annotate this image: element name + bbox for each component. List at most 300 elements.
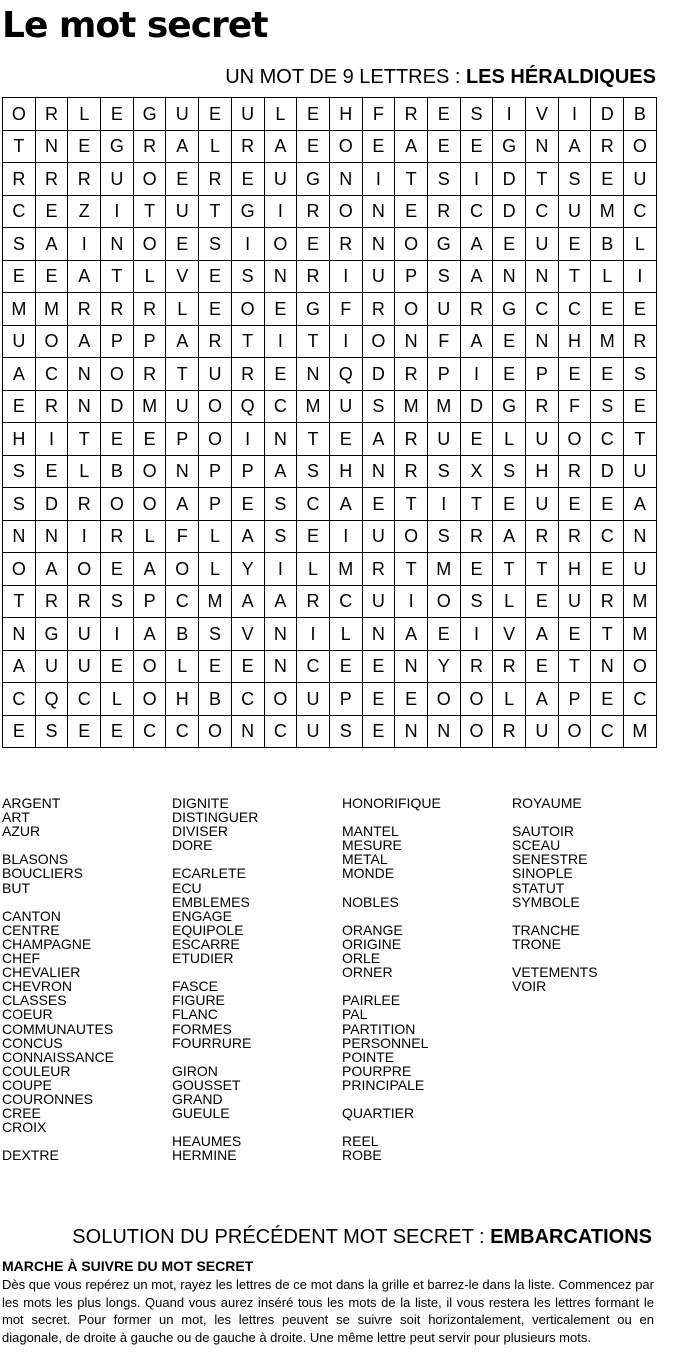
word-list-item: TRONE xyxy=(512,935,561,952)
word-list-item: BOUCLIERS xyxy=(2,865,83,882)
grid-cell: M xyxy=(297,390,330,423)
grid-row xyxy=(3,455,657,488)
grid-cell: G xyxy=(133,98,166,131)
grid-cell: M xyxy=(591,325,624,358)
grid-cell: I xyxy=(68,520,101,553)
word-list-item: DIVISER xyxy=(172,823,229,840)
grid-cell: A xyxy=(395,618,428,651)
grid-cell: U xyxy=(231,98,264,131)
grid-cell: H xyxy=(558,325,591,358)
grid-cell: Q xyxy=(35,683,68,716)
grid-cell: I xyxy=(231,423,264,456)
grid-cell: I xyxy=(35,423,68,456)
grid-cell: H xyxy=(329,98,362,131)
grid-cell: O xyxy=(133,455,166,488)
grid-cell: I xyxy=(68,228,101,261)
grid-cell: E xyxy=(395,683,428,716)
grid-cell: A xyxy=(460,228,493,261)
grid-cell: O xyxy=(264,683,297,716)
grid-cell: O xyxy=(460,715,493,748)
grid-cell: T xyxy=(3,585,36,618)
word-list-column-1 xyxy=(2,796,167,1162)
word-list-item xyxy=(172,965,337,979)
grid-cell: A xyxy=(493,520,526,553)
grid-cell: N xyxy=(297,358,330,391)
grid-cell: S xyxy=(264,488,297,521)
grid-cell: A xyxy=(395,130,428,163)
grid-cell: U xyxy=(362,260,395,293)
grid-cell: E xyxy=(362,488,395,521)
grid-cell: E xyxy=(591,683,624,716)
word-list-item xyxy=(342,810,507,824)
grid-cell: R xyxy=(558,520,591,553)
word-list-item: PAL xyxy=(342,1006,368,1023)
grid-cell: R xyxy=(395,358,428,391)
grid-cell: R xyxy=(35,98,68,131)
grid-cell: C xyxy=(166,585,199,618)
word-list-item: DISTINGUER xyxy=(172,809,259,826)
grid-cell: T xyxy=(199,195,232,228)
grid-cell: U xyxy=(558,195,591,228)
word-list-item: TRANCHE xyxy=(512,921,580,938)
grid-row xyxy=(3,293,657,326)
grid-cell: N xyxy=(68,358,101,391)
grid-cell: E xyxy=(460,553,493,586)
grid-cell: U xyxy=(558,585,591,618)
grid-cell: E xyxy=(264,358,297,391)
grid-cell: R xyxy=(329,228,362,261)
grid-cell: P xyxy=(199,488,232,521)
grid-cell: E xyxy=(526,650,559,683)
word-list-item: MONDE xyxy=(342,865,395,882)
grid-cell: N xyxy=(68,390,101,423)
grid-row xyxy=(3,98,657,131)
grid-cell: A xyxy=(166,325,199,358)
grid-cell: P xyxy=(329,683,362,716)
word-list-item: GIRON xyxy=(172,1062,218,1079)
grid-cell: R xyxy=(395,98,428,131)
grid-cell: N xyxy=(395,715,428,748)
grid-cell: G xyxy=(35,618,68,651)
grid-cell: E xyxy=(460,130,493,163)
grid-cell: U xyxy=(3,325,36,358)
grid-cell: R xyxy=(68,293,101,326)
grid-cell: O xyxy=(133,650,166,683)
grid-cell: O xyxy=(199,423,232,456)
grid-cell: C xyxy=(264,715,297,748)
word-list-item: ORANGE xyxy=(342,921,403,938)
grid-cell: P xyxy=(133,325,166,358)
grid-cell: A xyxy=(133,553,166,586)
grid-cell: R xyxy=(591,585,624,618)
grid-row xyxy=(3,618,657,651)
grid-cell: R xyxy=(3,163,36,196)
grid-cell: L xyxy=(133,260,166,293)
grid-cell: U xyxy=(624,553,657,586)
grid-cell: E xyxy=(591,163,624,196)
grid-cell: L xyxy=(493,423,526,456)
grid-cell: E xyxy=(591,488,624,521)
grid-row xyxy=(3,260,657,293)
grid-cell: E xyxy=(362,715,395,748)
grid-cell: S xyxy=(460,585,493,618)
grid-cell: D xyxy=(591,98,624,131)
grid-cell: U xyxy=(427,293,460,326)
grid-cell: A xyxy=(166,130,199,163)
grid-cell: Q xyxy=(329,358,362,391)
grid-cell: I xyxy=(329,325,362,358)
word-list-item: ORIGINE xyxy=(342,935,402,952)
grid-cell: E xyxy=(395,195,428,228)
grid-cell: N xyxy=(264,650,297,683)
grid-cell: N xyxy=(264,260,297,293)
grid-cell: P xyxy=(166,423,199,456)
grid-cell: A xyxy=(460,260,493,293)
grid-cell: I xyxy=(264,325,297,358)
grid-cell: B xyxy=(199,683,232,716)
grid-cell: T xyxy=(68,423,101,456)
word-list-item: BUT xyxy=(2,879,30,896)
grid-cell: E xyxy=(493,325,526,358)
word-list-item: CHEVRON xyxy=(2,978,73,995)
grid-cell: R xyxy=(362,553,395,586)
word-list-item: VETEMENTS xyxy=(512,964,598,981)
grid-cell: T xyxy=(3,130,36,163)
grid-cell: A xyxy=(35,228,68,261)
grid-cell: S xyxy=(493,455,526,488)
grid-cell: R xyxy=(493,715,526,748)
grid-cell: N xyxy=(493,260,526,293)
word-list-item: CONNAISSANCE xyxy=(2,1048,115,1065)
grid-row xyxy=(3,488,657,521)
grid-cell: N xyxy=(526,260,559,293)
grid-cell: E xyxy=(460,423,493,456)
grid-cell: R xyxy=(297,585,330,618)
grid-cell: O xyxy=(395,520,428,553)
grid-cell: G xyxy=(493,293,526,326)
grid-cell: S xyxy=(264,520,297,553)
grid-cell: R xyxy=(101,293,134,326)
grid-cell: T xyxy=(526,553,559,586)
grid-cell: D xyxy=(493,163,526,196)
grid-cell: L xyxy=(101,683,134,716)
word-list-item: STATUT xyxy=(512,879,565,896)
word-list-item: ORNER xyxy=(342,964,393,981)
grid-cell: E xyxy=(493,358,526,391)
grid-cell: T xyxy=(526,163,559,196)
grid-cell: E xyxy=(166,163,199,196)
word-list-item xyxy=(342,909,507,923)
word-list-item: POURPRE xyxy=(342,1062,412,1079)
grid-cell: H xyxy=(3,423,36,456)
grid-cell: S xyxy=(362,390,395,423)
grid-cell: P xyxy=(526,358,559,391)
grid-cell: I xyxy=(329,520,362,553)
grid-cell: O xyxy=(231,293,264,326)
grid-cell: P xyxy=(133,585,166,618)
word-list-item: EMBLEMES xyxy=(172,893,250,910)
grid-cell: R xyxy=(35,585,68,618)
grid-cell: L xyxy=(493,585,526,618)
word-list-item: MESURE xyxy=(342,837,402,854)
grid-cell: N xyxy=(264,618,297,651)
grid-cell: E xyxy=(329,423,362,456)
grid-cell: U xyxy=(427,423,460,456)
grid-cell: I xyxy=(460,163,493,196)
grid-cell: E xyxy=(35,260,68,293)
grid-cell: E xyxy=(199,260,232,293)
grid-cell: E xyxy=(591,293,624,326)
word-list-item: ESCARRE xyxy=(172,935,240,952)
grid-cell: M xyxy=(35,293,68,326)
word-list-item: NOBLES xyxy=(342,893,399,910)
grid-cell: O xyxy=(133,683,166,716)
grid-cell: V xyxy=(231,618,264,651)
grid-cell: U xyxy=(264,163,297,196)
grid-cell: C xyxy=(591,520,624,553)
word-list-item: EQUIPOLE xyxy=(172,921,244,938)
grid-cell: R xyxy=(199,163,232,196)
grid-cell: S xyxy=(460,98,493,131)
word-list-item: DORE xyxy=(172,837,213,854)
grid-cell: E xyxy=(231,163,264,196)
grid-cell: G xyxy=(297,163,330,196)
grid-cell: N xyxy=(427,715,460,748)
grid-cell: I xyxy=(101,195,134,228)
grid-cell: L xyxy=(493,683,526,716)
word-list-item: CROIX xyxy=(2,1119,47,1136)
grid-cell: M xyxy=(3,293,36,326)
grid-cell: U xyxy=(297,715,330,748)
grid-cell: O xyxy=(264,228,297,261)
grid-cell: N xyxy=(3,618,36,651)
grid-cell: E xyxy=(101,650,134,683)
word-list-column-3 xyxy=(342,796,507,1162)
grid-cell: E xyxy=(362,650,395,683)
grid-cell: O xyxy=(624,130,657,163)
word-list-item: SENESTRE xyxy=(512,851,588,868)
grid-cell: R xyxy=(526,390,559,423)
grid-cell: C xyxy=(526,293,559,326)
grid-cell: C xyxy=(460,195,493,228)
grid-cell: T xyxy=(395,488,428,521)
grid-cell: S xyxy=(231,260,264,293)
grid-cell: C xyxy=(558,293,591,326)
grid-cell: E xyxy=(101,98,134,131)
grid-cell: I xyxy=(264,195,297,228)
grid-cell: R xyxy=(101,520,134,553)
word-list-item: CANTON xyxy=(2,907,61,924)
word-list-item xyxy=(512,951,674,965)
grid-cell: O xyxy=(329,195,362,228)
grid-cell: S xyxy=(3,228,36,261)
grid-cell: B xyxy=(101,455,134,488)
word-list-item: METAL xyxy=(342,851,388,868)
grid-cell: H xyxy=(526,455,559,488)
grid-cell: N xyxy=(526,130,559,163)
grid-cell: R xyxy=(526,520,559,553)
word-list-item: CLASSES xyxy=(2,992,67,1009)
word-list-item: PAIRLEE xyxy=(342,992,401,1009)
grid-cell: L xyxy=(199,130,232,163)
grid-cell: L xyxy=(624,228,657,261)
grid-cell: Z xyxy=(68,195,101,228)
word-list-item: QUARTIER xyxy=(342,1105,415,1122)
grid-cell: Q xyxy=(231,390,264,423)
word-list-item: ECARLETE xyxy=(172,865,246,882)
grid-cell: E xyxy=(493,488,526,521)
grid-cell: E xyxy=(297,98,330,131)
grid-cell: P xyxy=(231,455,264,488)
grid-row xyxy=(3,358,657,391)
grid-cell: O xyxy=(166,553,199,586)
grid-cell: C xyxy=(297,650,330,683)
word-list-item: COUPE xyxy=(2,1076,52,1093)
grid-cell: C xyxy=(624,683,657,716)
grid-cell: N xyxy=(166,455,199,488)
grid-cell: E xyxy=(231,650,264,683)
grid-cell: R xyxy=(231,130,264,163)
word-list-item: REEL xyxy=(342,1133,379,1150)
subtitle-prefix: UN MOT DE 9 LETTRES : xyxy=(225,66,466,88)
grid-cell: O xyxy=(101,358,134,391)
solution-prefix: SOLUTION DU PRÉCÉDENT MOT SECRET : xyxy=(72,1226,491,1248)
grid-cell: M xyxy=(199,585,232,618)
grid-cell: R xyxy=(35,390,68,423)
grid-cell: I xyxy=(395,585,428,618)
grid-cell: C xyxy=(591,715,624,748)
word-list-item: COEUR xyxy=(2,1006,53,1023)
grid-cell: Y xyxy=(231,553,264,586)
grid-cell: A xyxy=(68,325,101,358)
grid-cell: A xyxy=(231,520,264,553)
word-list-item xyxy=(342,881,507,895)
grid-cell: T xyxy=(558,260,591,293)
grid-cell: O xyxy=(460,683,493,716)
grid-cell: N xyxy=(231,715,264,748)
grid-cell: T xyxy=(395,163,428,196)
word-list-item: GUEULE xyxy=(172,1105,230,1122)
grid-cell: I xyxy=(231,228,264,261)
word-list-item xyxy=(172,1050,337,1064)
grid-cell: I xyxy=(297,618,330,651)
grid-cell: D xyxy=(591,455,624,488)
grid-cell: C xyxy=(68,683,101,716)
grid-cell: E xyxy=(427,130,460,163)
word-list-item xyxy=(342,1120,507,1134)
grid-row xyxy=(3,553,657,586)
grid-cell: A xyxy=(68,260,101,293)
grid-cell: M xyxy=(395,390,428,423)
grid-cell: R xyxy=(199,325,232,358)
grid-cell: N xyxy=(362,228,395,261)
grid-cell: E xyxy=(329,650,362,683)
word-list-item: PARTITION xyxy=(342,1020,416,1037)
grid-cell: C xyxy=(591,423,624,456)
grid-cell: L xyxy=(591,260,624,293)
grid-cell: S xyxy=(297,455,330,488)
grid-cell: C xyxy=(297,488,330,521)
grid-cell: L xyxy=(166,293,199,326)
solution-word: EMBARCATIONS xyxy=(490,1226,652,1248)
grid-cell: O xyxy=(133,488,166,521)
grid-cell: T xyxy=(395,553,428,586)
grid-cell: N xyxy=(395,650,428,683)
grid-cell: E xyxy=(68,130,101,163)
grid-cell: U xyxy=(526,488,559,521)
grid-cell: S xyxy=(427,260,460,293)
grid-cell: O xyxy=(133,228,166,261)
grid-cell: E xyxy=(297,130,330,163)
grid-cell: L xyxy=(264,98,297,131)
grid-cell: T xyxy=(558,650,591,683)
grid-cell: S xyxy=(329,715,362,748)
grid-cell: E xyxy=(427,98,460,131)
grid-cell: N xyxy=(362,195,395,228)
grid-cell: O xyxy=(558,423,591,456)
grid-cell: B xyxy=(624,98,657,131)
grid-cell: V xyxy=(166,260,199,293)
word-list-item: SINOPLE xyxy=(512,865,573,882)
word-list-item xyxy=(2,838,167,852)
grid-cell: I xyxy=(558,98,591,131)
grid-cell: E xyxy=(199,98,232,131)
grid-row xyxy=(3,163,657,196)
grid-cell: E xyxy=(624,390,657,423)
grid-cell: A xyxy=(133,618,166,651)
grid-cell: R xyxy=(35,163,68,196)
grid-cell: N xyxy=(264,423,297,456)
grid-cell: E xyxy=(35,195,68,228)
word-list-item: FORMES xyxy=(172,1020,232,1037)
grid-row xyxy=(3,228,657,261)
grid-cell: A xyxy=(526,683,559,716)
grid-cell: E xyxy=(558,228,591,261)
grid-cell: F xyxy=(427,325,460,358)
grid-cell: A xyxy=(35,553,68,586)
word-list-item: FOURRURE xyxy=(172,1034,252,1051)
grid-cell: N xyxy=(362,455,395,488)
grid-cell: E xyxy=(526,585,559,618)
word-list-item xyxy=(512,810,674,824)
grid-cell: S xyxy=(427,520,460,553)
letter-grid xyxy=(2,97,657,748)
grid-cell: L xyxy=(68,98,101,131)
grid-cell: I xyxy=(460,618,493,651)
grid-cell: S xyxy=(427,163,460,196)
word-list-item: FLANC xyxy=(172,1006,218,1023)
grid-cell: M xyxy=(624,618,657,651)
word-list-item: ETUDIER xyxy=(172,950,234,967)
grid-cell: N xyxy=(3,520,36,553)
grid-cell: C xyxy=(624,195,657,228)
word-list-item: HONORIFIQUE xyxy=(342,795,441,811)
grid-cell: E xyxy=(133,423,166,456)
word-list-item: FASCE xyxy=(172,978,218,995)
grid-cell: O xyxy=(133,163,166,196)
grid-cell: T xyxy=(297,325,330,358)
grid-cell: P xyxy=(558,683,591,716)
grid-cell: O xyxy=(362,325,395,358)
grid-cell: O xyxy=(101,488,134,521)
grid-cell: U xyxy=(526,715,559,748)
grid-cell: A xyxy=(558,130,591,163)
grid-cell: R xyxy=(427,195,460,228)
grid-cell: F xyxy=(362,98,395,131)
grid-cell: O xyxy=(35,325,68,358)
grid-cell: E xyxy=(558,488,591,521)
grid-cell: S xyxy=(3,455,36,488)
